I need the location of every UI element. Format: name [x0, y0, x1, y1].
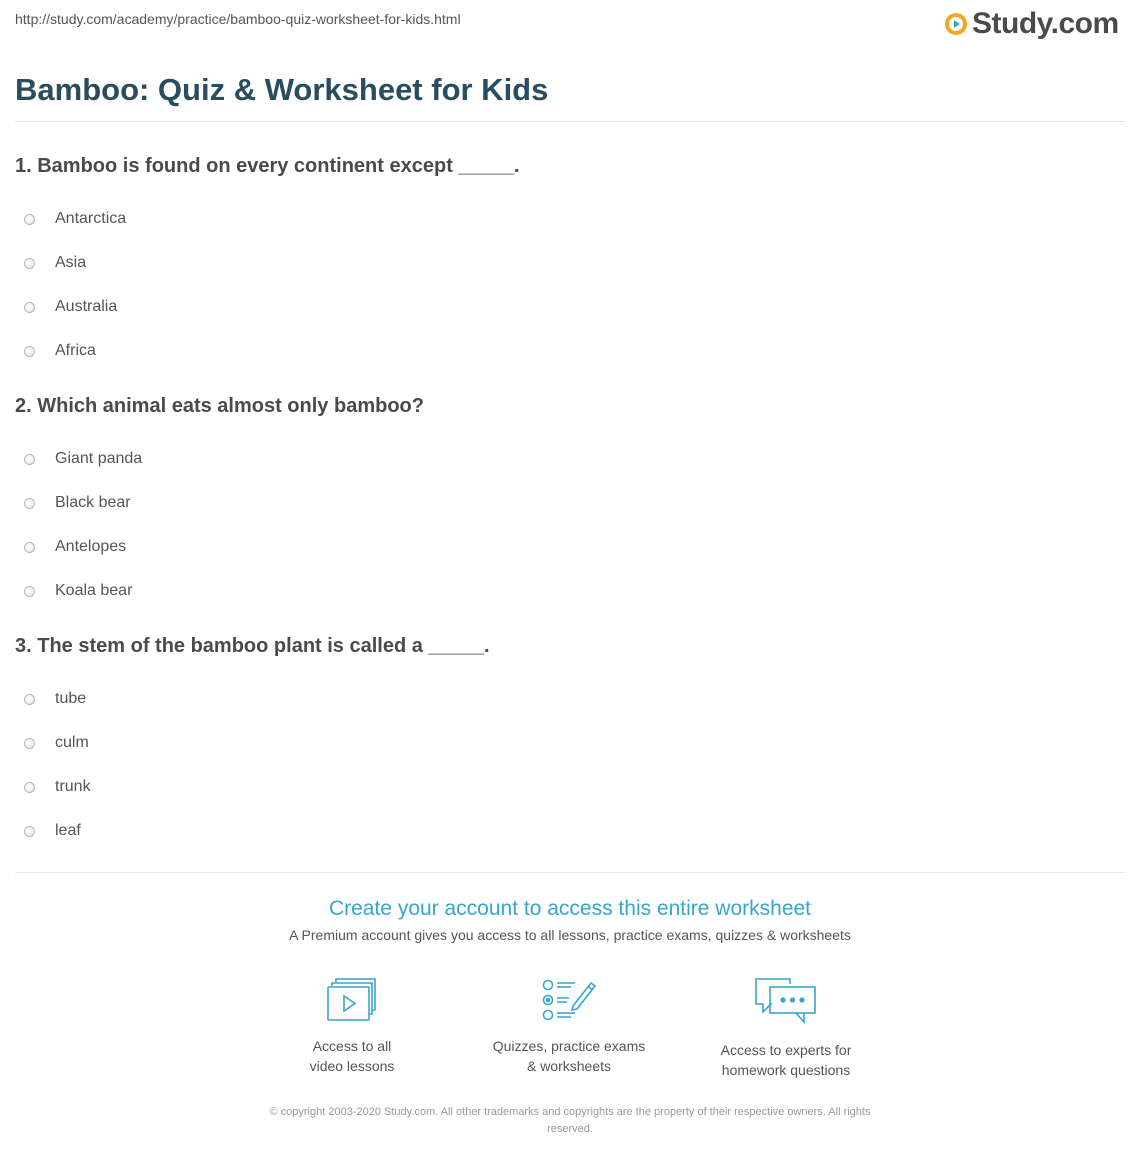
answer-label: Africa — [55, 342, 96, 359]
account-cta — [0, 895, 1140, 945]
video-lessons-icon — [326, 976, 378, 1022]
cta-heading-link[interactable]: Create your account to access this entire worksheet — [328, 897, 812, 920]
answer-option[interactable] — [15, 241, 1115, 285]
answer-option[interactable] — [15, 197, 1115, 241]
radio-button[interactable] — [24, 498, 35, 509]
question-2 — [15, 393, 1115, 613]
answer-options — [15, 677, 1115, 853]
footer-line: © copyright 2003-2020 Study.com. All other trademarks and copyrights are the property of their respective owners. All rights — [269, 1106, 871, 1118]
section-divider — [15, 872, 1125, 873]
feature-line: Quizzes, practice exams — [492, 1038, 646, 1054]
answer-option[interactable] — [15, 329, 1115, 373]
answer-label: trunk — [55, 778, 91, 795]
answer-label: culm — [55, 734, 89, 751]
answer-option[interactable] — [15, 525, 1115, 569]
copyright-footer — [0, 1104, 1140, 1138]
footer-line: reserved. — [547, 1123, 593, 1135]
feature-line: homework questions — [721, 1062, 851, 1078]
page-url: http://study.com/academy/practice/bamboo-quiz-worksheet-for-kids.html — [15, 11, 461, 27]
radio-button[interactable] — [24, 258, 35, 269]
radio-button[interactable] — [24, 782, 35, 793]
answer-label: tube — [55, 690, 87, 707]
feature-experts — [686, 976, 886, 1080]
answer-option[interactable] — [15, 285, 1115, 329]
answer-label: Asia — [55, 254, 87, 271]
title-divider — [15, 121, 1125, 122]
answer-option[interactable] — [15, 437, 1115, 481]
answer-options — [15, 197, 1115, 373]
feature-line: & worksheets — [526, 1058, 612, 1074]
top-bar — [0, 0, 1140, 48]
question-text: 1. Bamboo is found on every continent except _____. — [15, 155, 520, 177]
radio-button[interactable] — [24, 454, 35, 465]
feature-text — [469, 1036, 669, 1076]
radio-button[interactable] — [24, 738, 35, 749]
feature-quizzes — [469, 976, 669, 1076]
cta-subheading: A Premium account gives you access to all lessons, practice exams, quizzes & worksheets — [289, 927, 851, 943]
answer-label: leaf — [55, 822, 81, 839]
answer-label: Black bear — [55, 494, 131, 511]
answer-option[interactable] — [15, 677, 1115, 721]
answer-option[interactable] — [15, 569, 1115, 613]
radio-button[interactable] — [24, 826, 35, 837]
page-title: Bamboo: Quiz & Worksheet for Kids — [15, 72, 549, 107]
answer-option[interactable] — [15, 765, 1115, 809]
answer-label: Antelopes — [55, 538, 127, 555]
feature-line: Access to experts for — [720, 1042, 852, 1058]
radio-button[interactable] — [24, 302, 35, 313]
answer-option[interactable] — [15, 809, 1115, 853]
answer-label: Giant panda — [55, 450, 143, 467]
radio-button[interactable] — [24, 346, 35, 357]
feature-line: video lessons — [309, 1058, 395, 1074]
feature-video-lessons — [252, 976, 452, 1076]
question-1 — [15, 153, 1115, 373]
question-text: 3. The stem of the bamboo plant is called a _____. — [15, 635, 490, 657]
logo-text: Study.com — [972, 7, 1119, 40]
answer-option[interactable] — [15, 481, 1115, 525]
chat-bubbles-icon — [754, 976, 818, 1026]
question-3 — [15, 633, 1115, 853]
radio-button[interactable] — [24, 694, 35, 705]
answer-option[interactable] — [15, 721, 1115, 765]
study-logo[interactable] — [944, 6, 1119, 42]
quiz-checklist-icon — [541, 976, 597, 1022]
answer-options — [15, 437, 1115, 613]
question-text: 2. Which animal eats almost only bamboo? — [15, 395, 424, 417]
radio-button[interactable] — [24, 214, 35, 225]
answer-label: Koala bear — [55, 582, 133, 599]
play-circle-icon — [944, 12, 968, 36]
answer-label: Antarctica — [55, 210, 127, 227]
feature-line: Access to all — [312, 1038, 392, 1054]
feature-text — [252, 1036, 452, 1076]
radio-button[interactable] — [24, 586, 35, 597]
radio-button[interactable] — [24, 542, 35, 553]
answer-label: Australia — [55, 298, 118, 315]
feature-text — [686, 1040, 886, 1080]
